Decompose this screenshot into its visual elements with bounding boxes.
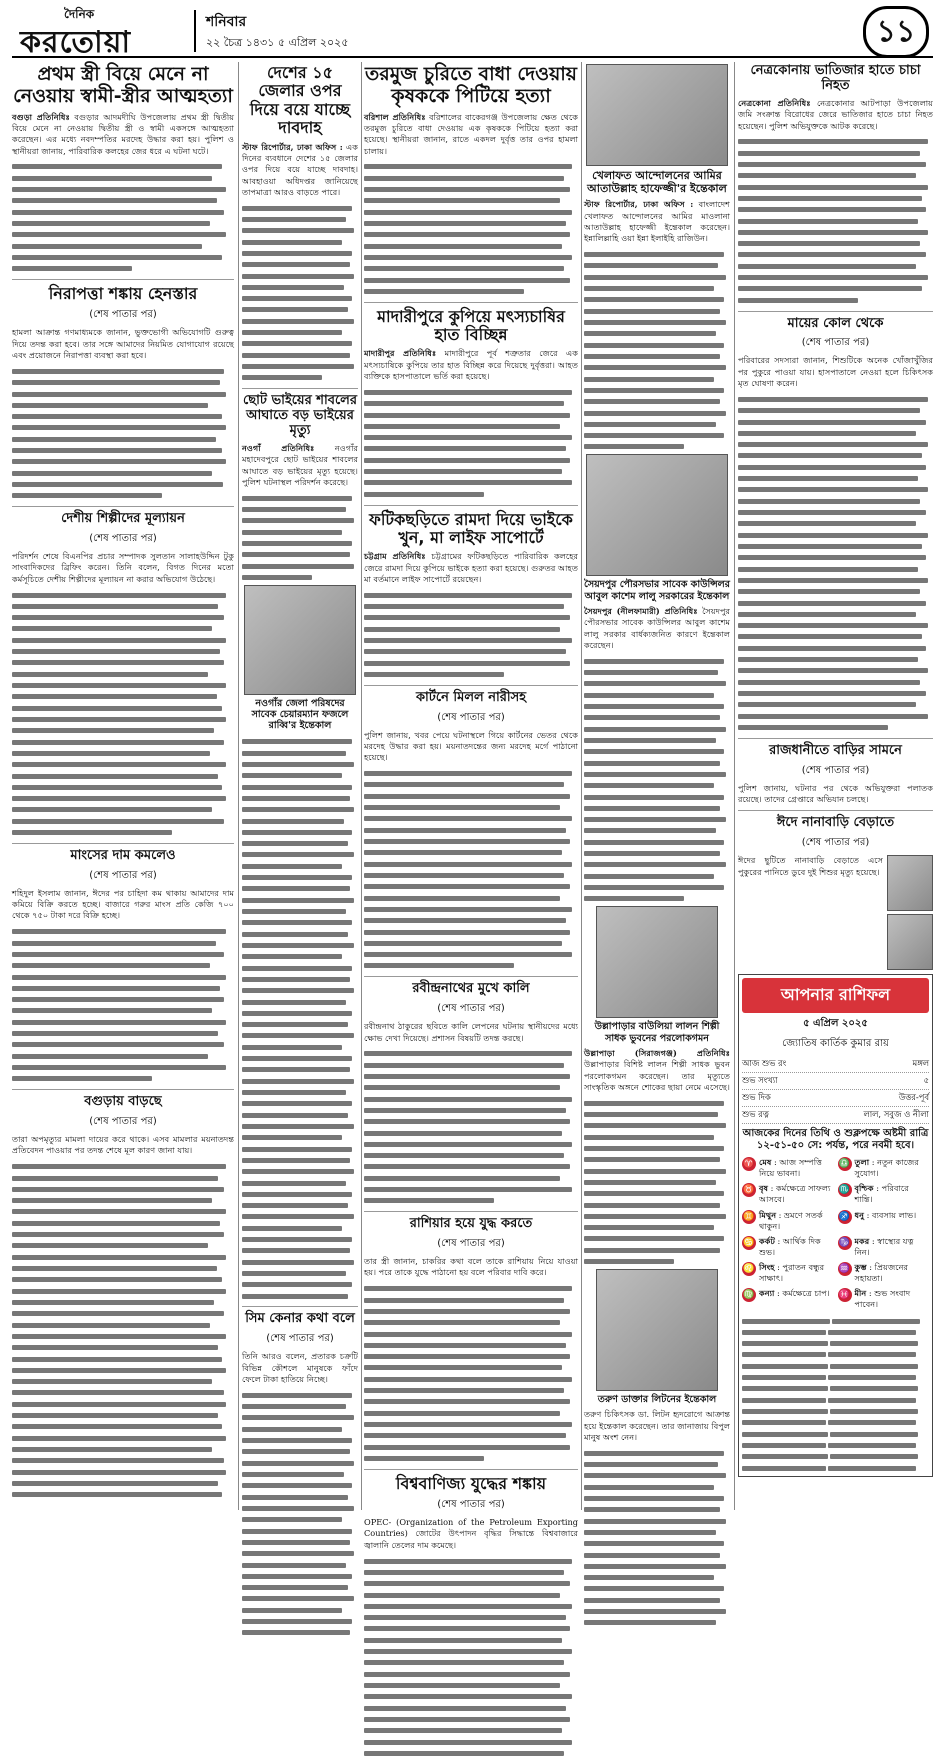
leo-icon: ♌ <box>743 1263 755 1274</box>
article-text-filler <box>242 1389 358 1638</box>
article-text: তার স্ত্রী জানান, চাকরির কথা বলে তাকে রাশিয়ায় নিয়ে যাওয়া হয়। পরে তাকে যুদ্ধে পাঠানো হয় বলে পরিবার দাবি করে। <box>364 1256 578 1278</box>
aries-icon: ♈ <box>743 1159 755 1170</box>
article-text: সৈয়দপুর পৌরসভার সাবেক কাউন্সিলর আবুল কাশেম লালু সরকার বার্ধক্যজনিত কারণে ইন্তেকাল করেছেন। <box>584 606 730 650</box>
story-headline: মাদারীপুরে কুপিয়ে মৎস্যচাষির হাত বিচ্ছিন্ন <box>377 306 565 345</box>
sign-name: ধনু <box>854 1209 864 1220</box>
article-text-filler <box>364 589 578 680</box>
virgo-icon: ♍ <box>743 1289 755 1300</box>
story-continuation: (শেষ পাতার পর) <box>801 764 870 776</box>
row-key: শুভ দিক <box>742 1092 771 1103</box>
story-continuation: (শেষ পাতার পর) <box>437 711 505 723</box>
sign-name: বৃশ্চিক <box>854 1183 874 1194</box>
column-2 <box>242 62 358 1510</box>
sign-text: নতুন কাজের সুযোগ। <box>854 1157 919 1179</box>
masthead-divider <box>194 10 196 52</box>
divider <box>364 505 578 506</box>
zodiac-item: ♎ তুলা : নতুন কাজের সুযোগ। <box>838 1157 919 1179</box>
portrait-photo <box>586 454 728 576</box>
divider <box>364 1469 578 1470</box>
sagittarius-icon: ♐ <box>838 1211 851 1222</box>
article <box>364 112 578 157</box>
article-text-filler <box>584 655 730 904</box>
article-text: মাদারীপুরে পূর্ব শত্রুতার জেরে এক মৎস্যচাষিকে কুপিয়ে তার হাত বিচ্ছিন্ন করে দিয়েছে দুর্বৃত্তরা। আহত ব্যক্তিকে হাসপাতালে ভর্তি করা হয়েছে। <box>364 348 578 382</box>
article-text-filler <box>242 202 358 383</box>
article-text: বগুড়ার আদমদীঘি উপজেলায় প্রথম স্ত্রী দ্বিতীয় বিয়ে মেনে না নেওয়ায় দ্বিতীয় স্ত্রী ও স্বামী একসঙ্গে আত্মহত্যা করেছেন। এর মধ্যে নবদম্পতির মরদেহ উদ্ধার করা হয়। পুলিশ ও স্থানীয়রা জানায়, পারিবারিক কলহের জের ধরে এ ঘটনা ঘটে। <box>12 111 235 156</box>
zodiac-grid <box>742 1155 929 1312</box>
article-text-filler <box>364 386 578 499</box>
horoscope-row <box>742 1056 929 1073</box>
sign-text: পুরাতন বন্ধুর সাক্ষাৎ। <box>759 1261 825 1283</box>
article-text: বাংলাদেশ খেলাফত আন্দোলনের আমির মাওলানা আতাউল্লাহ হাফেজ্জী ইন্তেকাল করেছেন। ইন্নালিল্লাহি ওয়া ইন্না ইলাইহি রাজিউন। <box>584 199 730 244</box>
aquarius-icon: ♒ <box>838 1263 851 1274</box>
photo-caption: সৈয়দপুর পৌরসভার সাবেক কাউন্সিলর আবুল কাশেম লালু সরকারের ইন্তেকাল <box>584 579 730 602</box>
sign-text: আজ সম্পত্তি নিয়ে ভাবনা। <box>759 1157 822 1179</box>
story-with-photos <box>738 855 933 970</box>
byline: মাদারীপুর প্রতিনিধিঃ <box>364 348 437 359</box>
story-headline: কার্টনে মিলল নারীসহ <box>415 689 527 705</box>
column-1 <box>12 62 234 1510</box>
article-text: পুলিশ জানায়, ঘটনার পর থেকে অভিযুক্তরা পলাতক রয়েছে। তাদের গ্রেপ্তারে অভিযান চলছে। <box>738 782 933 804</box>
sign-text: ব্যবসায় লাভ। <box>871 1209 917 1220</box>
sign-name: মিথুন <box>759 1209 777 1220</box>
divider <box>364 302 578 303</box>
story-continuation: (শেষ পাতার পর) <box>437 1499 505 1511</box>
horoscope-author: জ্যোতিষ কার্তিক কুমার রায় <box>782 1038 889 1050</box>
sign-name: কুম্ভ <box>854 1261 867 1272</box>
lead-article <box>12 112 234 157</box>
sign-name: তুলা <box>854 1157 870 1168</box>
zodiac-item: ♉ বৃষ : কর্মক্ষেত্রে সাফল্য আসবে। <box>743 1183 831 1205</box>
article-text: এক দিনের ব্যবধানে দেশের ১৫ জেলার ওপর দিয়ে বয়ে যাচ্ছে দাবদাহ। আবহাওয়া অধিদপ্তর জানিয়েছে তাপমাত্রা আরও বাড়তে পারে। <box>242 141 359 197</box>
column-4 <box>584 62 730 1510</box>
child-photos <box>887 855 933 970</box>
article <box>242 443 358 488</box>
horoscope-row <box>742 1073 929 1090</box>
article <box>584 199 730 244</box>
row-value: লাল, সবুজ ও নীলা <box>863 1109 929 1120</box>
photo-caption: উল্লাপাড়ার বাউলিয়া লালন শিল্পী সাধক ভুবনের পরলোকগমন <box>594 1021 720 1044</box>
zodiac-item: ♒ কুম্ভ : প্রিয়জনের সহায়তা। <box>838 1261 908 1283</box>
issue-date: ২২ চৈত্র ১৪৩১ ৫ এপ্রিল ২০২৫ <box>206 36 349 49</box>
article-text-filler <box>364 1048 578 1206</box>
page-number: ১১ <box>863 6 929 58</box>
sign-text: প্রিয়জনের সহায়তা। <box>854 1261 908 1283</box>
horoscope-row <box>742 1090 929 1107</box>
article-text: পরিবারের সদস্যরা জানান, শিশুটিকে অনেক খোঁজাখুঁজির পর পুকুরে পাওয়া যায়। হাসপাতালে নেওয়া হলে চিকিৎসক মৃত ঘোষণা করেন। <box>738 355 933 389</box>
byline: বগুড়া প্রতিনিধিঃ <box>12 111 70 122</box>
story-continuation: (শেষ পাতার পর) <box>89 533 157 545</box>
zodiac-item: ♌ সিংহ : পুরাতন বন্ধুর সাক্ষাৎ। <box>743 1261 825 1283</box>
byline: সৈয়দপুর (নীলফামারী) প্রতিনিধিঃ <box>584 606 698 617</box>
story-headline: নিরাপত্তা শঙ্কায় হেনস্তার <box>48 284 198 304</box>
column-3 <box>364 62 578 1550</box>
divider <box>12 843 234 844</box>
story-headline: বগুড়ায় বাড়ছে <box>84 1094 162 1110</box>
newspaper-logo <box>12 6 187 60</box>
story-headline: তরমুজ চুরিতে বাধা দেওয়ায় কৃষককে পিটিয়ে হত্যা <box>365 63 577 107</box>
child-photo <box>887 855 933 911</box>
article-text-filler <box>364 1555 578 1759</box>
divider <box>242 1306 358 1307</box>
tithi-text: আজকের দিনের তিথি ও শুক্লপক্ষে অষ্টমী রাত্রি ১২-৫১-৫০ সে: পর্যন্ত, পরে নবমী হবে। <box>742 1128 929 1151</box>
photo-caption: তরুণ ডাক্তার লিটনের ইন্তেকাল <box>597 1393 717 1405</box>
story-continuation: (শেষ পাতার পর) <box>801 837 870 849</box>
sign-text: স্বাস্থ্যের যত্ন নিন। <box>854 1235 914 1257</box>
divider <box>364 1211 578 1212</box>
story-headline: ফটিকছড়িতে রামদা দিয়ে ভাইকে খুন, মা লাইফ সাপোর্টে <box>369 509 573 547</box>
capricorn-icon: ♑ <box>838 1237 851 1248</box>
taurus-icon: ♉ <box>743 1185 755 1196</box>
article <box>364 551 578 585</box>
libra-icon: ♎ <box>838 1159 851 1170</box>
article-text-filler <box>12 589 234 838</box>
portrait-photo <box>586 64 728 166</box>
story-headline: দেশের ১৫ জেলার ওপর দিয়ে বয়ে যাচ্ছে দাবদাহ <box>249 63 351 138</box>
zodiac-item: ♊ মিথুন : ভ্রমণে সতর্ক থাকুন। <box>743 1209 823 1231</box>
article-text-filler <box>364 161 578 297</box>
horoscope-date: ৫ এপ্রিল ২০২৫ <box>803 1018 868 1030</box>
scorpio-icon: ♏ <box>838 1185 851 1196</box>
portrait-photo <box>596 906 718 1018</box>
portrait-photo <box>244 585 356 695</box>
portrait-photo <box>596 1269 718 1391</box>
horoscope-table <box>742 1056 929 1124</box>
child-photo <box>887 914 933 970</box>
byline: উল্লাপাড়া (সিরাজগঞ্জ) প্রতিনিধিঃ <box>584 1047 730 1058</box>
divider <box>12 279 234 280</box>
article-text-filler <box>242 736 358 1302</box>
story-headline: মাংসের দাম কমলেও <box>70 847 176 863</box>
article-text: উল্লাপাড়ার বিশিষ্ট লালন শিল্পী সাধক ভুবন পরলোকগমন করেছেন। তার মৃত্যুতে সাংস্কৃতিক অঙ্গনে শোকের ছায়া নেমে এসেছে। <box>584 1059 730 1092</box>
photo-caption: খেলাফত আন্দোলনের আমির আতাউল্লাহ হাফেজ্জী'র ইন্তেকাল <box>587 169 727 196</box>
divider <box>12 1089 234 1090</box>
article-text: রবীন্দ্রনাথ ঠাকুরের ছবিতে কালি লেপনের ঘটনায় স্থানীয়দের মধ্যে ক্ষোভ দেখা দিয়েছে। প্রশাসন বিষয়টি তদন্ত করছে। <box>364 1021 578 1043</box>
logo-title: করতোয়া <box>20 25 132 60</box>
sign-name: সিংহ <box>759 1261 775 1272</box>
zodiac-item: ♓ মীন : শুভ সংবাদ পাবেন। <box>838 1287 911 1309</box>
divider <box>364 685 578 686</box>
story-headline: নেত্রকোনায় ভাতিজার হাতে চাচা নিহত <box>750 63 921 93</box>
story-continuation: (শেষ পাতার পর) <box>89 1116 157 1128</box>
sign-text: ভ্রমণে সতর্ক থাকুন। <box>759 1209 823 1231</box>
row-value: উত্তর-পূর্ব <box>898 1092 929 1103</box>
article <box>584 1048 730 1093</box>
article-text: নেত্রকোনার আটপাড়া উপজেলায় জমি সংক্রান্ত বিরোধের জেরে ভাতিজার হাতে চাচা নিহত হয়েছেন। পুলিশ অভিযুক্তকে আটক করেছে। <box>738 97 933 131</box>
row-key: শুভ রত্ন <box>742 1109 769 1120</box>
zodiac-item: ♑ মকর : স্বাস্থ্যের যত্ন নিন। <box>838 1235 914 1257</box>
story-headline: মায়ের কোল থেকে <box>787 315 884 331</box>
story-continuation: (শেষ পাতার পর) <box>89 309 157 321</box>
sign-name: কন্যা <box>759 1287 775 1298</box>
divider <box>242 388 358 389</box>
sign-text: আর্থিক দিক শুভ। <box>759 1235 821 1257</box>
article <box>584 606 730 651</box>
sign-name: মীন <box>854 1287 867 1298</box>
article-text: OPEC- (Organization of the Petroleum Exporting Countries) জোটের উৎপাদন বৃদ্ধির সিদ্ধান্তে বিশ্ববাজারে জ্বালানি তেলের দাম কমেছে। <box>364 1517 578 1550</box>
sign-text: শুভ সংবাদ পাবেন। <box>854 1287 911 1309</box>
article-text-filler <box>12 926 234 1084</box>
article-text: তরুণ চিকিৎসক ডা. লিটন হৃদরোগে আক্রান্ত হয়ে ইন্তেকাল করেছেন। তার জানাজায় বিপুল মানুষ অংশ নেন। <box>584 1409 730 1442</box>
article-text-filler <box>12 161 234 274</box>
zodiac-item: ♍ কন্যা : কর্মক্ষেত্রে চাপ। <box>743 1287 830 1300</box>
story-headline: বিশ্ববাণিজ্য যুদ্ধের শঙ্কায় <box>395 1473 547 1493</box>
article-text-filler <box>12 1161 234 1500</box>
story-headline: ছোট ভাইয়ের শাবলের আঘাতে বড় ভাইয়ের মৃত্যু <box>242 393 358 438</box>
story-headline: রবীন্দ্রনাথের মুখে কালি <box>412 981 530 997</box>
article-text: নওগাঁর মহাদেবপুরে ছোট ভাইয়ের শাবলের আঘাতে বড় ভাইয়ের মৃত্যু হয়েছে। পুলিশ ঘটনাস্থল পরিদর্শন করেছে। <box>242 442 358 487</box>
column-rule <box>361 62 362 1510</box>
pisces-icon: ♓ <box>838 1289 851 1300</box>
article-text-filler <box>242 492 358 583</box>
article-text: বরিশালের বাকেরগঞ্জ উপজেলায় ক্ষেত থেকে তরমুজ চুরিতে বাধা দেওয়ায় এক কৃষককে পিটিয়ে হত্যা করা হয়েছে। স্থানীয়রা জানান, রাতে একদল দুর্বৃত্ত তার ওপর হামলা চালায়। <box>364 111 578 156</box>
article-text: তারা অপমৃত্যুর মামলা দায়ের করে থাকে। এসব মামলার ময়নাতদন্ত প্রতিবেদন পাওয়ার পর তদন্ত শেষে মূল কারণ জানা যায়। <box>12 1134 234 1156</box>
row-key: আজ শুভ রং <box>742 1058 787 1069</box>
article-text: তিনি আরও বলেন, প্রতারক চক্রটি বিভিন্ন কৌশলে মানুষকে ফাঁদে ফেলে টাকা হাতিয়ে নিচ্ছে। <box>242 1351 358 1385</box>
row-value: ৫ <box>923 1075 929 1086</box>
story-continuation: (শেষ পাতার পর) <box>437 1238 505 1250</box>
column-5 <box>738 62 933 1510</box>
sign-text: কর্মক্ষেত্রে চাপ। <box>782 1287 830 1298</box>
sign-name: কর্কট <box>759 1235 775 1246</box>
article-text: পরিদর্শন শেষে বিএনপির প্রচার সম্পাদক সুলতান সালাহউদ্দিন টুকু সাংবাদিকদের ব্রিফিং করেন। তিনি বলেন, বিগত দিনের মতো কর্মসূচিতে দেশীয় শিল্পীদের মূল্যায়ন না করার অভিযোগ উঠেছে। <box>12 551 234 584</box>
story-continuation: (শেষ পাতার পর) <box>266 1333 334 1345</box>
article-text-filler <box>738 136 933 306</box>
column-rule <box>581 62 582 1510</box>
article-text-filler <box>738 393 933 732</box>
sign-text: পরিবারে শান্তি। <box>854 1183 909 1205</box>
column-rule <box>238 62 239 1510</box>
article-text: চট্টগ্রামের ফটিকছড়িতে পারিবারিক কলহের জেরে রামদা দিয়ে কুপিয়ে ভাইকে হত্যা করা হয়েছে। গুরুতর আহত মা বর্তমানে লাইফ সাপোর্টে রয়েছেন। <box>364 551 578 584</box>
story-headline: সিম কেনার কথা বলে <box>245 1311 355 1327</box>
horoscope-row <box>742 1107 929 1124</box>
article-text-filler <box>584 1097 730 1267</box>
photo-caption: নওগাঁর জেলা পরিষদের সাবেক চেয়ারম্যান ফজলে রাব্বি'র ইন্তেকাল <box>251 697 349 732</box>
zodiac-item: ♈ মেষ : আজ সম্পত্তি নিয়ে ভাবনা। <box>743 1157 822 1179</box>
cancer-icon: ♋ <box>743 1237 755 1248</box>
sign-name: মেষ <box>759 1157 772 1168</box>
horoscope-text-filler <box>742 1315 929 1473</box>
byline: নেত্রকোনা প্রতিনিধিঃ <box>738 97 811 108</box>
divider <box>738 738 933 739</box>
divider <box>738 311 933 312</box>
zodiac-item: ♐ ধনু : ব্যবসায় লাভ। <box>838 1209 917 1222</box>
lead-headline: প্রথম স্ত্রী বিয়ে মেনে না নেওয়ায় স্বামী-স্ত্রীর আত্মহত্যা <box>13 63 233 107</box>
story-continuation: (শেষ পাতার পর) <box>89 869 157 881</box>
article-text: পুলিশ জানায়, খবর পেয়ে ঘটনাস্থলে গিয়ে কার্টনের ভেতর থেকে মরদেহ উদ্ধার করা হয়। ময়নাতদন্তের জন্য মরদেহ মর্গে পাঠানো হয়েছে। <box>364 729 578 763</box>
article-text-filler <box>12 365 234 501</box>
byline: বরিশাল প্রতিনিধিঃ <box>364 111 426 122</box>
row-value: মঙ্গল <box>912 1058 929 1069</box>
article-text-filler <box>364 1283 578 1464</box>
article <box>738 98 933 132</box>
row-key: শুভ সংখ্যা <box>742 1075 778 1086</box>
byline: চট্টগ্রাম প্রতিনিধিঃ <box>364 551 426 562</box>
sign-name: বৃষ <box>759 1183 769 1194</box>
article <box>364 348 578 382</box>
article <box>242 142 358 199</box>
byline: স্টাফ রিপোর্টার, ঢাকা অফিস : <box>242 141 343 152</box>
article-text: শহিদুল ইসলাম জানান, ঈদের পর চাহিদা কম থাকায় আমাদের দাম কমিয়ে বিক্রি করতে হচ্ছে। বাজারে গরুর মাংস প্রতি কেজি ৭০০ থেকে ৭৫০ টাকা দরে বিক্রি হচ্ছে। <box>12 887 234 921</box>
article-text: ঈদের ছুটিতে নানাবাড়ি বেড়াতে এসে পুকুরের পানিতে ডুবে দুই শিশুর মৃত্যু হয়েছে। <box>738 855 883 877</box>
story-continuation: (শেষ পাতার পর) <box>437 1003 505 1015</box>
story-headline: ঈদে নানাবাড়ি বেড়াতে <box>776 815 895 831</box>
divider <box>12 506 234 507</box>
zodiac-item: ♋ কর্কট : আর্থিক দিক শুভ। <box>743 1235 821 1257</box>
horoscope-box <box>738 974 933 1477</box>
article-text-filler <box>584 249 730 453</box>
gemini-icon: ♊ <box>743 1211 755 1222</box>
byline: নওগাঁ প্রতিনিধিঃ <box>242 442 315 453</box>
masthead <box>12 4 933 58</box>
byline: স্টাফ রিপোর্টার, ঢাকা অফিস : <box>584 199 694 210</box>
article-text-filler <box>584 1447 730 1628</box>
article-text-filler <box>364 768 578 972</box>
divider <box>364 976 578 977</box>
zodiac-item: ♏ বৃশ্চিক : পরিবারে শান্তি। <box>838 1183 909 1205</box>
story-headline: রাশিয়ার হয়ে যুদ্ধ করতে <box>409 1216 533 1232</box>
horoscope-title: আপনার রাশিফল <box>742 978 929 1013</box>
sign-name: মকর <box>854 1235 870 1246</box>
divider <box>738 810 933 811</box>
issue-day: শনিবার <box>206 14 247 30</box>
story-headline: দেশীয় শিল্পীদের মূল্যায়ন <box>61 511 185 527</box>
logo-small-text: দৈনিক <box>64 7 95 21</box>
article-text: হামলা আক্রান্ত গণমাধ্যমকে জানান, ভুক্তভোগী অভিযোগটি গুরুত্ব দিয়ে তদন্ত করা হবে। তার সঙ্গে আমাদের নিয়মিত যোগাযোগ রয়েছে এবং প্রয়োজনে নিরাপত্তা ব্যবস্থা করা হবে। <box>12 327 234 361</box>
story-continuation: (শেষ পাতার পর) <box>801 337 870 349</box>
story-headline: রাজধানীতে বাড়ির সামনে <box>769 742 902 758</box>
column-rule <box>734 62 735 1510</box>
sign-text: কর্মক্ষেত্রে সাফল্য আসবে। <box>759 1183 831 1205</box>
